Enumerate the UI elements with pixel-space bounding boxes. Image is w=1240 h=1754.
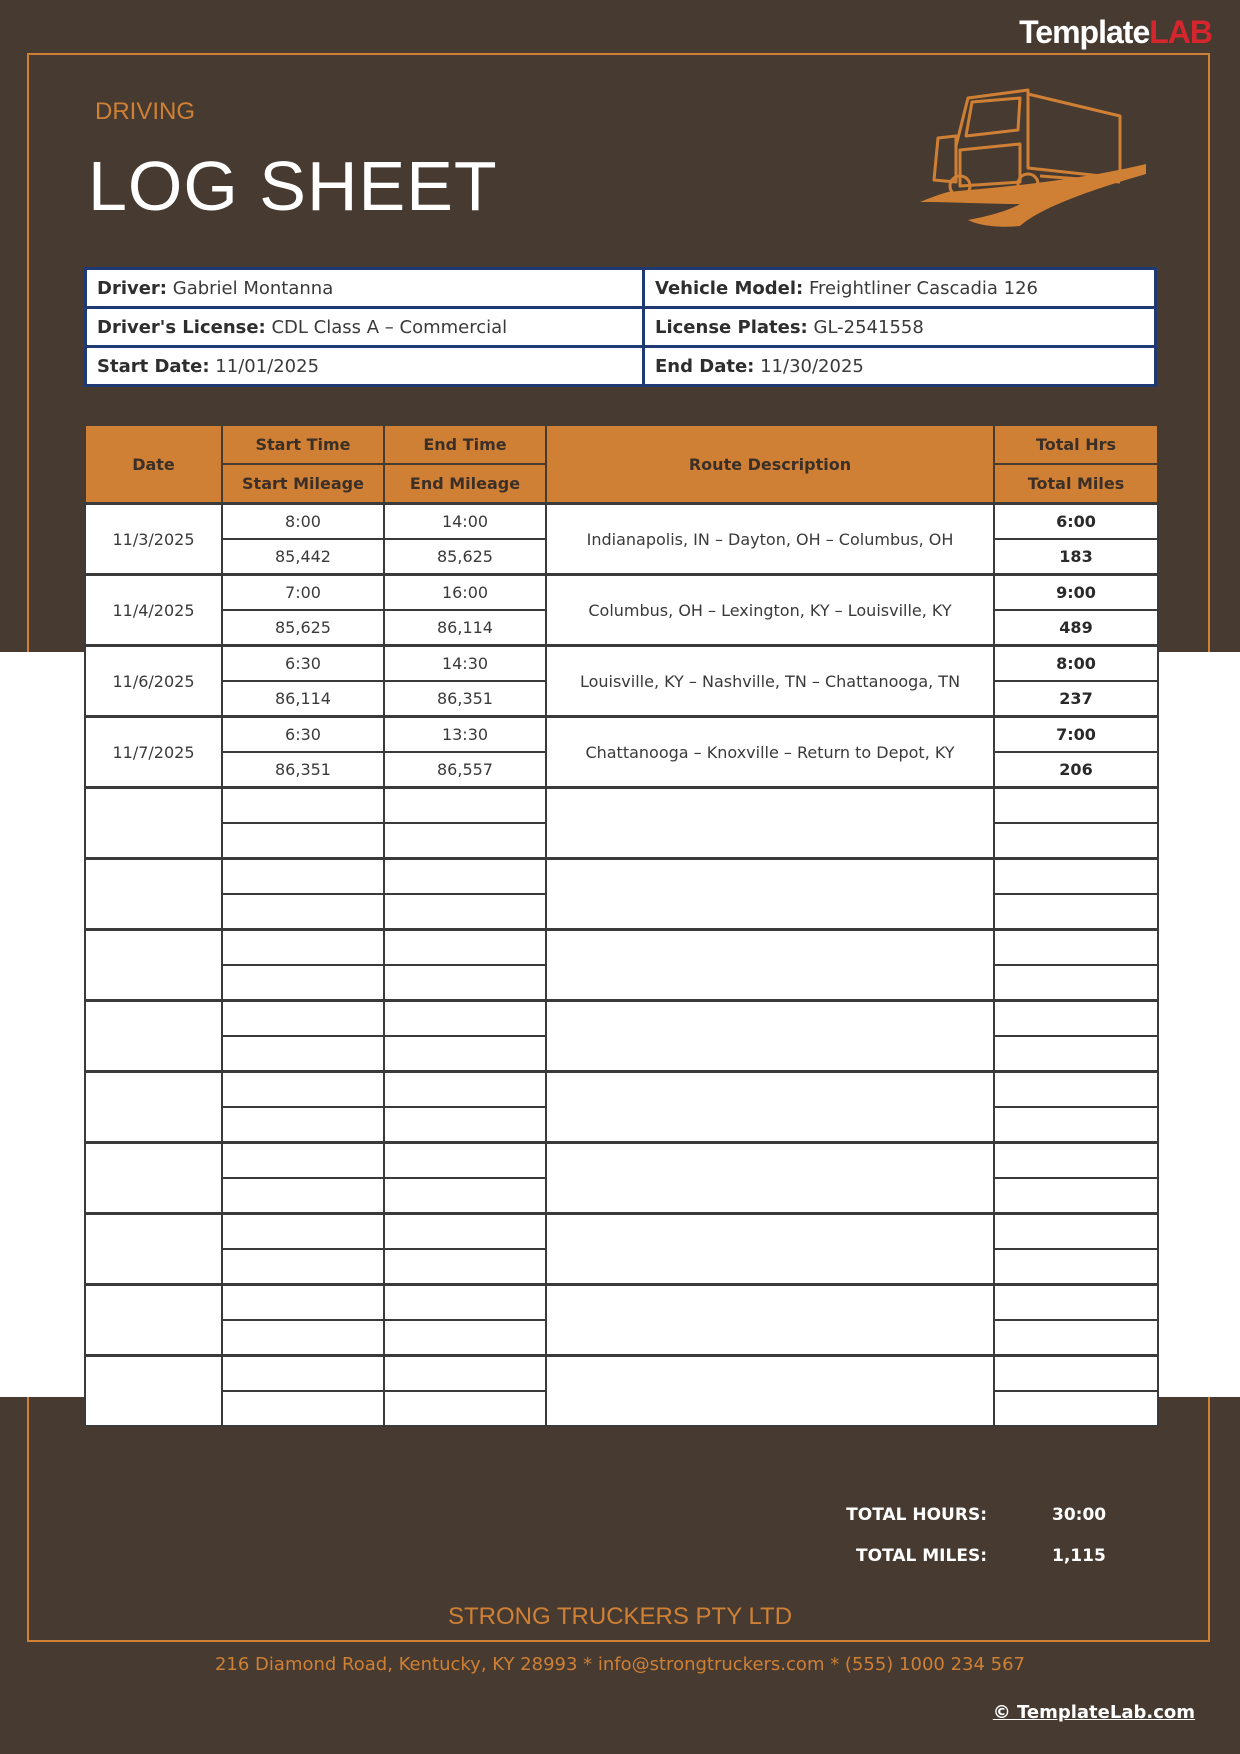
start-time-cell[interactable] — [222, 1143, 384, 1179]
log-entry — [85, 1001, 1158, 1072]
route-cell[interactable]: Indianapolis, IN – Dayton, OH – Columbus, OH — [546, 504, 994, 575]
total-hrs-cell[interactable] — [994, 788, 1158, 824]
route-cell[interactable]: Louisville, KY – Nashville, TN – Chattanooga, TN — [546, 646, 994, 717]
total-miles-cell[interactable] — [994, 1249, 1158, 1285]
date-cell[interactable] — [85, 1356, 222, 1427]
log-entry — [85, 1356, 1158, 1427]
header-start-mileage: Start Mileage — [222, 464, 384, 504]
table-row — [85, 717, 1158, 753]
route-cell[interactable] — [546, 788, 994, 859]
plates-cell[interactable] — [644, 308, 1156, 347]
table-row — [85, 1214, 1158, 1250]
vehicle-cell[interactable] — [644, 269, 1156, 308]
plates-label: License Plates: — [655, 316, 808, 338]
start-time-cell[interactable] — [222, 1214, 384, 1250]
log-entry — [85, 1214, 1158, 1285]
start-mileage-cell[interactable] — [222, 1036, 384, 1072]
table-row — [85, 646, 1158, 682]
log-entry — [85, 1072, 1158, 1143]
end-time-cell[interactable] — [384, 1285, 546, 1321]
total-miles-cell[interactable] — [994, 1178, 1158, 1214]
start-time-cell[interactable]: 6:30 — [222, 646, 384, 682]
date-cell[interactable] — [85, 1001, 222, 1072]
route-cell[interactable] — [546, 1356, 994, 1427]
copyright-link[interactable]: © TemplateLab.com — [992, 1702, 1195, 1723]
license-cell[interactable] — [86, 308, 644, 347]
doc-title: LOG SHEET — [88, 147, 498, 225]
end-time-cell[interactable] — [384, 788, 546, 824]
date-cell[interactable] — [85, 788, 222, 859]
date-cell[interactable] — [85, 1285, 222, 1356]
start-time-cell[interactable] — [222, 1001, 384, 1037]
date-cell[interactable]: 11/3/2025 — [85, 504, 222, 575]
license-label: Driver's License: — [97, 316, 266, 338]
total-hrs-cell[interactable]: 8:00 — [994, 646, 1158, 682]
end-mileage-cell[interactable] — [384, 1178, 546, 1214]
end-time-cell[interactable] — [384, 1072, 546, 1108]
total-hrs-cell[interactable] — [994, 1356, 1158, 1392]
route-cell[interactable] — [546, 1072, 994, 1143]
start-time-cell[interactable] — [222, 1356, 384, 1392]
table-row — [85, 504, 1158, 540]
start-mileage-cell[interactable] — [222, 1178, 384, 1214]
table-row — [85, 575, 1158, 611]
start-mileage-cell[interactable] — [222, 894, 384, 930]
total-miles-cell[interactable]: 237 — [994, 681, 1158, 717]
total-miles-cell[interactable] — [994, 1391, 1158, 1426]
route-cell[interactable] — [546, 1214, 994, 1285]
table-row — [85, 859, 1158, 895]
end-time-cell[interactable]: 14:00 — [384, 504, 546, 540]
end-mileage-cell[interactable] — [384, 1320, 546, 1356]
driver-value: Gabriel Montanna — [172, 277, 334, 299]
route-cell[interactable]: Chattanooga – Knoxville – Return to Depot, KY — [546, 717, 994, 788]
total-miles-cell[interactable] — [994, 1036, 1158, 1072]
end-mileage-cell[interactable] — [384, 1107, 546, 1143]
log-entry — [85, 1143, 1158, 1214]
log-entry — [85, 717, 1158, 788]
end-mileage-cell[interactable] — [384, 823, 546, 859]
start-mileage-cell[interactable]: 86,351 — [222, 752, 384, 788]
driver-cell[interactable] — [86, 269, 644, 308]
plates-value: GL-2541558 — [813, 316, 924, 338]
header-end-mileage: End Mileage — [384, 464, 546, 504]
total-miles-cell[interactable]: 183 — [994, 539, 1158, 575]
table-row — [85, 788, 1158, 824]
total-miles-value: 1,115 — [1052, 1546, 1106, 1566]
header-total-hrs: Total Hrs — [994, 425, 1158, 464]
company-address: 216 Diamond Road, Kentucky, KY 28993 * info@strongtruckers.com * (555) 1000 234 567 — [214, 1654, 1026, 1675]
log-table — [84, 424, 1159, 1427]
end-time-cell[interactable] — [384, 1001, 546, 1037]
end-mileage-cell[interactable] — [384, 965, 546, 1001]
start-time-cell[interactable] — [222, 930, 384, 966]
end-time-cell[interactable] — [384, 1214, 546, 1250]
start-time-cell[interactable] — [222, 788, 384, 824]
date-cell[interactable]: 11/7/2025 — [85, 717, 222, 788]
start-time-cell[interactable]: 7:00 — [222, 575, 384, 611]
total-hrs-cell[interactable] — [994, 859, 1158, 895]
date-cell[interactable] — [85, 930, 222, 1001]
company-name: STRONG TRUCKERS PTY LTD — [447, 1603, 793, 1630]
start-time-cell[interactable] — [222, 1072, 384, 1108]
end-mileage-cell[interactable] — [384, 1391, 546, 1426]
total-hrs-cell[interactable] — [994, 1001, 1158, 1037]
end-date-value: 11/30/2025 — [760, 355, 864, 377]
start-time-cell[interactable] — [222, 1285, 384, 1321]
date-cell[interactable] — [85, 1214, 222, 1285]
total-miles-cell[interactable] — [994, 965, 1158, 1001]
route-cell[interactable] — [546, 1143, 994, 1214]
vehicle-label: Vehicle Model: — [655, 277, 804, 299]
templatelab-logo[interactable] — [1019, 14, 1212, 51]
start-date-label: Start Date: — [97, 355, 210, 377]
start-time-cell[interactable]: 6:30 — [222, 717, 384, 753]
total-miles-cell[interactable]: 489 — [994, 610, 1158, 646]
total-hrs-cell[interactable] — [994, 1214, 1158, 1250]
total-hrs-cell[interactable] — [994, 1285, 1158, 1321]
route-cell[interactable] — [546, 1285, 994, 1356]
date-cell[interactable] — [85, 859, 222, 930]
log-entry — [85, 1285, 1158, 1356]
total-miles-cell[interactable] — [994, 1107, 1158, 1143]
total-hrs-cell[interactable]: 7:00 — [994, 717, 1158, 753]
start-mileage-cell[interactable] — [222, 823, 384, 859]
end-time-cell[interactable] — [384, 930, 546, 966]
end-mileage-cell[interactable]: 85,625 — [384, 539, 546, 575]
log-entry — [85, 859, 1158, 930]
end-mileage-cell[interactable] — [384, 894, 546, 930]
doc-kicker: DRIVING — [95, 98, 196, 125]
truck-icon — [920, 86, 1150, 228]
start-mileage-cell[interactable] — [222, 1391, 384, 1426]
driver-label: Driver: — [97, 277, 168, 299]
start-mileage-cell[interactable] — [222, 1320, 384, 1356]
log-entry — [85, 646, 1158, 717]
end-mileage-cell[interactable]: 86,114 — [384, 610, 546, 646]
start-mileage-cell[interactable]: 86,114 — [222, 681, 384, 717]
date-cell[interactable] — [85, 1143, 222, 1214]
total-hrs-cell[interactable]: 9:00 — [994, 575, 1158, 611]
end-time-cell[interactable]: 13:30 — [384, 717, 546, 753]
logo-part-lab: LAB — [1149, 14, 1212, 50]
end-date-cell[interactable] — [644, 347, 1156, 386]
start-time-cell[interactable] — [222, 859, 384, 895]
log-entry — [85, 930, 1158, 1001]
table-row — [85, 1001, 1158, 1037]
start-date-value: 11/01/2025 — [215, 355, 320, 377]
route-cell[interactable]: Columbus, OH – Lexington, KY – Louisville, KY — [546, 575, 994, 646]
total-hrs-cell[interactable]: 6:00 — [994, 504, 1158, 540]
log-entry — [85, 788, 1158, 859]
start-mileage-cell[interactable] — [222, 1249, 384, 1285]
table-row — [85, 1072, 1158, 1108]
start-mileage-cell[interactable]: 85,442 — [222, 539, 384, 575]
end-date-label: End Date: — [655, 355, 755, 377]
end-time-cell[interactable] — [384, 1356, 546, 1392]
header-route: Route Description — [546, 425, 994, 504]
info-table — [84, 267, 1157, 387]
header-date: Date — [85, 425, 222, 504]
route-cell[interactable] — [546, 1001, 994, 1072]
header-start-time: Start Time — [222, 425, 384, 464]
route-cell[interactable] — [546, 859, 994, 930]
total-hrs-cell[interactable] — [994, 1072, 1158, 1108]
total-hrs-cell[interactable] — [994, 1143, 1158, 1179]
total-miles-cell[interactable]: 206 — [994, 752, 1158, 788]
total-hours-value: 30:00 — [1052, 1505, 1107, 1525]
table-row — [85, 930, 1158, 966]
date-cell[interactable] — [85, 1072, 222, 1143]
start-date-cell[interactable] — [86, 347, 644, 386]
total-hours-label: TOTAL HOURS: — [846, 1505, 987, 1525]
end-time-cell[interactable]: 16:00 — [384, 575, 546, 611]
end-mileage-cell[interactable]: 86,351 — [384, 681, 546, 717]
license-value: CDL Class A – Commercial — [271, 316, 508, 338]
header-end-time: End Time — [384, 425, 546, 464]
end-time-cell[interactable]: 14:30 — [384, 646, 546, 682]
end-mileage-cell[interactable] — [384, 1036, 546, 1072]
date-cell[interactable]: 11/4/2025 — [85, 575, 222, 646]
end-time-cell[interactable] — [384, 859, 546, 895]
log-entry — [85, 504, 1158, 575]
end-mileage-cell[interactable]: 86,557 — [384, 752, 546, 788]
route-cell[interactable] — [546, 930, 994, 1001]
start-mileage-cell[interactable]: 85,625 — [222, 610, 384, 646]
table-row — [85, 1143, 1158, 1179]
start-mileage-cell[interactable] — [222, 1107, 384, 1143]
total-miles-cell[interactable] — [994, 1320, 1158, 1356]
table-row — [85, 1356, 1158, 1392]
total-miles-label: TOTAL MILES: — [856, 1546, 987, 1566]
logo-part-template: Template — [1019, 14, 1150, 50]
table-row — [85, 1285, 1158, 1321]
start-mileage-cell[interactable] — [222, 965, 384, 1001]
end-mileage-cell[interactable] — [384, 1249, 546, 1285]
header-total-miles: Total Miles — [994, 464, 1158, 504]
vehicle-value: Freightliner Cascadia 126 — [808, 277, 1038, 299]
date-cell[interactable]: 11/6/2025 — [85, 646, 222, 717]
total-miles-cell[interactable] — [994, 894, 1158, 930]
start-time-cell[interactable]: 8:00 — [222, 504, 384, 540]
total-hrs-cell[interactable] — [994, 930, 1158, 966]
log-entry — [85, 575, 1158, 646]
total-miles-cell[interactable] — [994, 823, 1158, 859]
end-time-cell[interactable] — [384, 1143, 546, 1179]
